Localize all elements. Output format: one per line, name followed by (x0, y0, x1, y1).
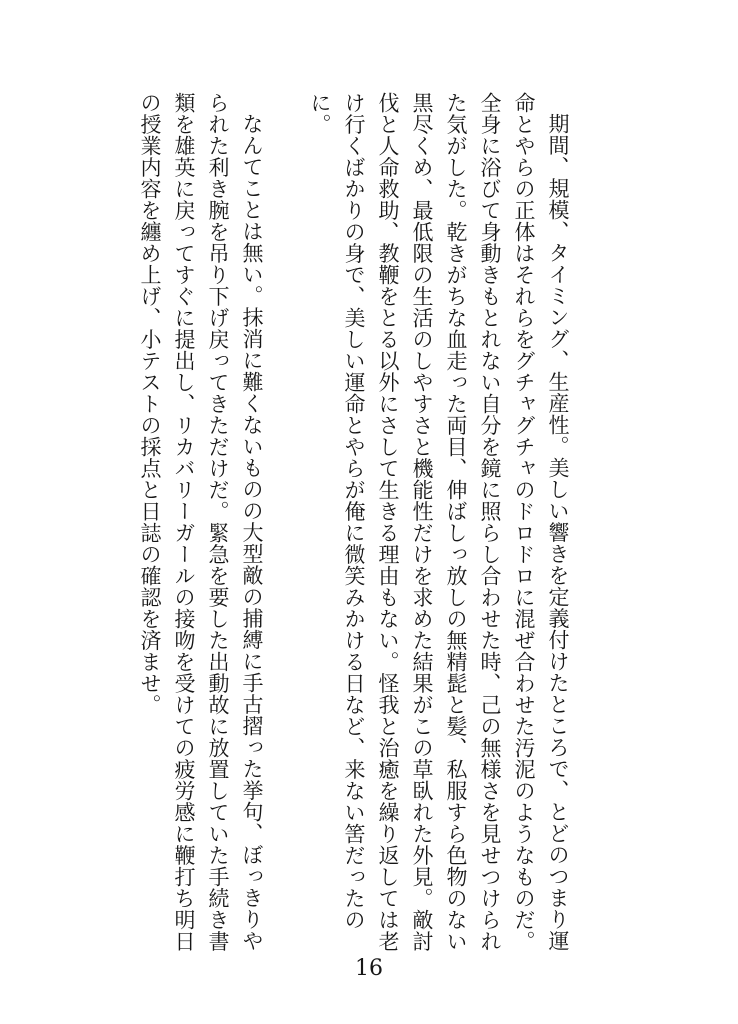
paragraph-1: 期間、規模、タイミング、生産性。美しい響きを定義付けたところで、とどのつまり運命とやらの正体はそれらをグチャグチャのドロドロに混ぜ合わせた汚泥のようなものだ。全身に浴びて身動きもとれない自分を鏡に照らし合わせた時、己の無様さを見せつけられた気がした。乾きがちな血走った両目、伸ばしっ放しの無精髭と髪、私服すら色物のない黒尽くめ、最低限の生活のしやすさと機能性だけを求めた結果がこの草臥れた外見。敵討伐と人命救助、教鞭をとる以外にさして生きる理由もない。怪我と治癒を繰り返しては老け行くばかりの身で、美しい運命とやらが俺に微笑みかける日など、来ない筈だったのに。 (308, 92, 570, 952)
paragraph-2: なんてことは無い。抹消に難くないものの大型敵の捕縛に手古摺った挙句、ぼっきりやられた利き腕を吊り下げ戻ってきただけだ。緊急を要した出動故に放置していた手続き書類を雄英に戻ってすぐに提出し、リカバリーガールの接吻を受けての疲労感に鞭打ち明日の授業内容を纏め上げ、小テストの採点と日誌の確認を済ませ。 (138, 92, 264, 952)
page-number: 16 (355, 956, 383, 981)
paragraph-blank-line (269, 92, 303, 952)
vertical-text-block (120, 92, 575, 952)
